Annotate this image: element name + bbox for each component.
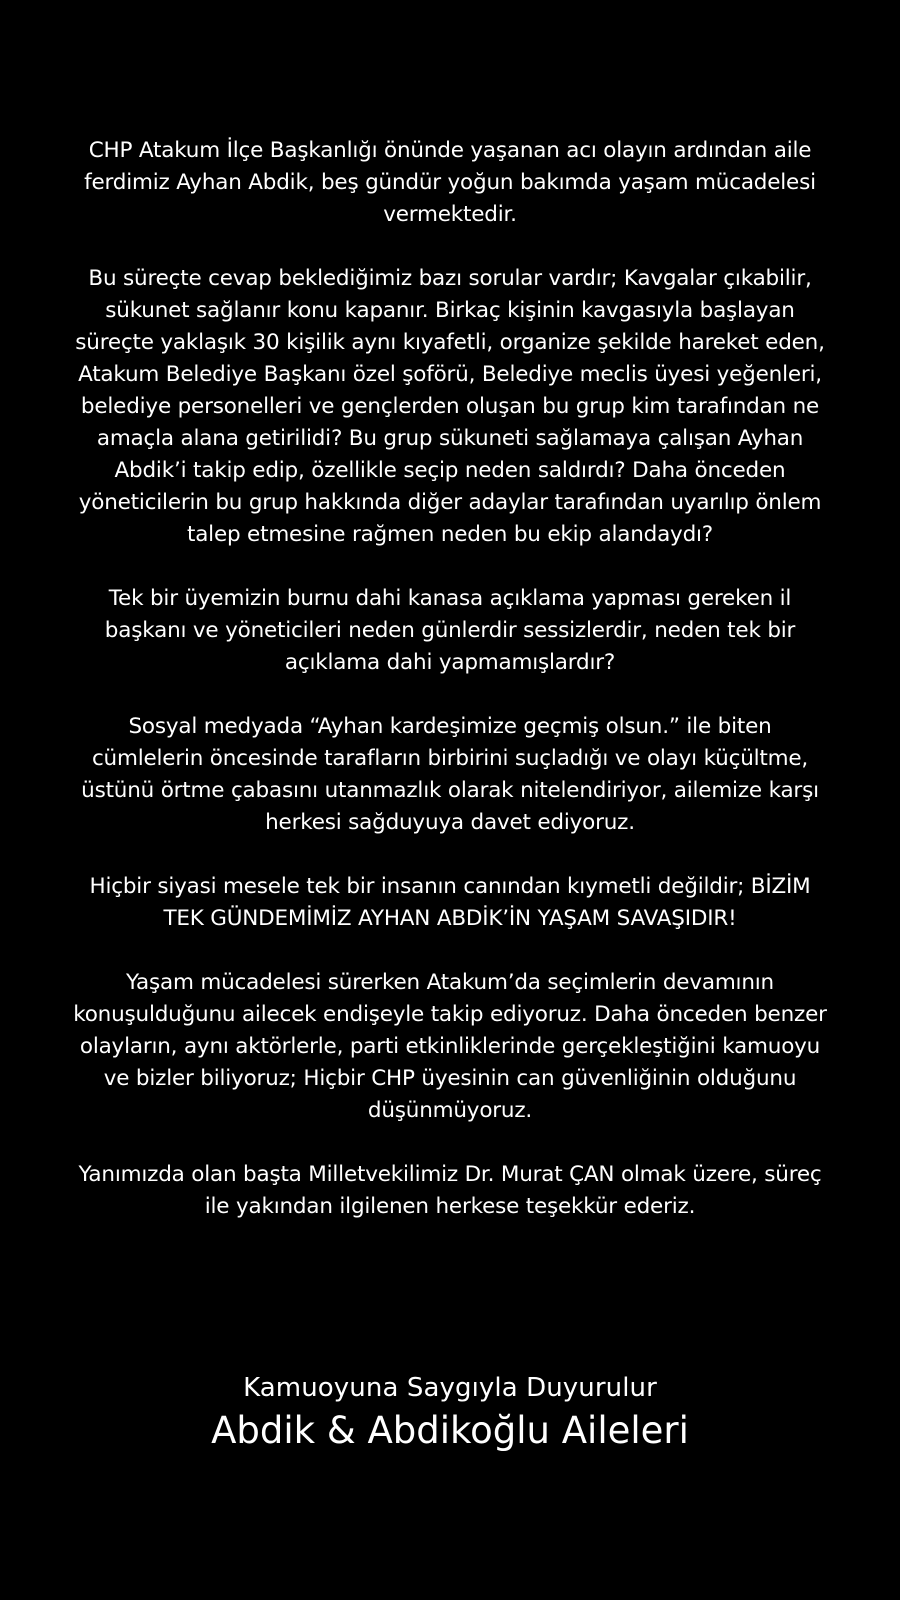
paragraph-security-concern: Yaşam mücadelesi sürerken Atakum’da seçimlerin devamının konuşulduğunu ailecek endişeyle takip ediyoruz. Daha önceden benzer olayların, aynı aktörlerle, parti etkinliklerinde gerçekleştiğini kamuoyu ve bizler biliyoruz; Hiçbir CHP üyesinin can güvenliğinin olduğunu düşünmüyoruz. [73,970,827,1123]
signature-announcement: Kamuoyuna Saygıyla Duyurulur [243,1373,657,1403]
paragraph-agenda: Hiçbir siyasi mesele tek bir insanın canından kıymetli değildir; BİZİM TEK GÜNDEMİMİZ AYHAN ABDİK’İN YAŞAM SAVAŞIDIR! [89,874,811,931]
signature-block [70,1370,830,1456]
statement-body [70,135,830,1223]
paragraph-intro: CHP Atakum İlçe Başkanlığı önünde yaşanan acı olayın ardından aile ferdimiz Ayhan Abdik, beş gündür yoğun bakımda yaşam mücadelesi vermektedir. [84,138,816,227]
paragraph-thanks: Yanımızda olan başta Milletvekilimiz Dr. Murat ÇAN olmak üzere, süreç ile yakından ilgilenen herkese teşekkür ederiz. [78,1162,822,1219]
paragraph-questions: Bu süreçte cevap beklediğimiz bazı sorular vardır; Kavgalar çıkabilir, sükunet sağlanır konu kapanır. Birkaç kişinin kavgasıyla başlayan süreçte yaklaşık 30 kişilik aynı kıyafetli, organize şekilde hareket eden, Atakum Belediye Başkanı özel şoförü, Belediye meclis üyesi yeğenleri, belediye personelleri ve gençlerden oluşan bu grup kim tarafından ne amaçla alana getirilidi? Bu grup sükuneti sağlamaya çalışan Ayhan Abdik’i takip edip, özellikle seçip neden saldırdı? Daha önceden yöneticilerin bu grup hakkında diğer adaylar tarafından uyarılıp önlem talep etmesine rağmen neden bu ekip alandaydı? [75,266,825,547]
paragraph-leadership-silence: Tek bir üyemizin burnu dahi kanasa açıklama yapması gereken il başkanı ve yöneticileri neden günlerdir sessizlerdir, neden tek bir açıklama dahi yapmamışlardır? [104,586,796,675]
paragraph-social-media: Sosyal medyada “Ayhan kardeşimize geçmiş olsun.” ile biten cümlelerin öncesinde tarafların birbirini suçladığı ve olayı küçültme, üstünü örtme çabasını utanmazlık olarak nitelendiriyor, ailemize karşı herkesi sağduyuya davet ediyoruz. [81,714,819,835]
signature-families: Abdik & Abdikoğlu Aileleri [211,1409,689,1452]
